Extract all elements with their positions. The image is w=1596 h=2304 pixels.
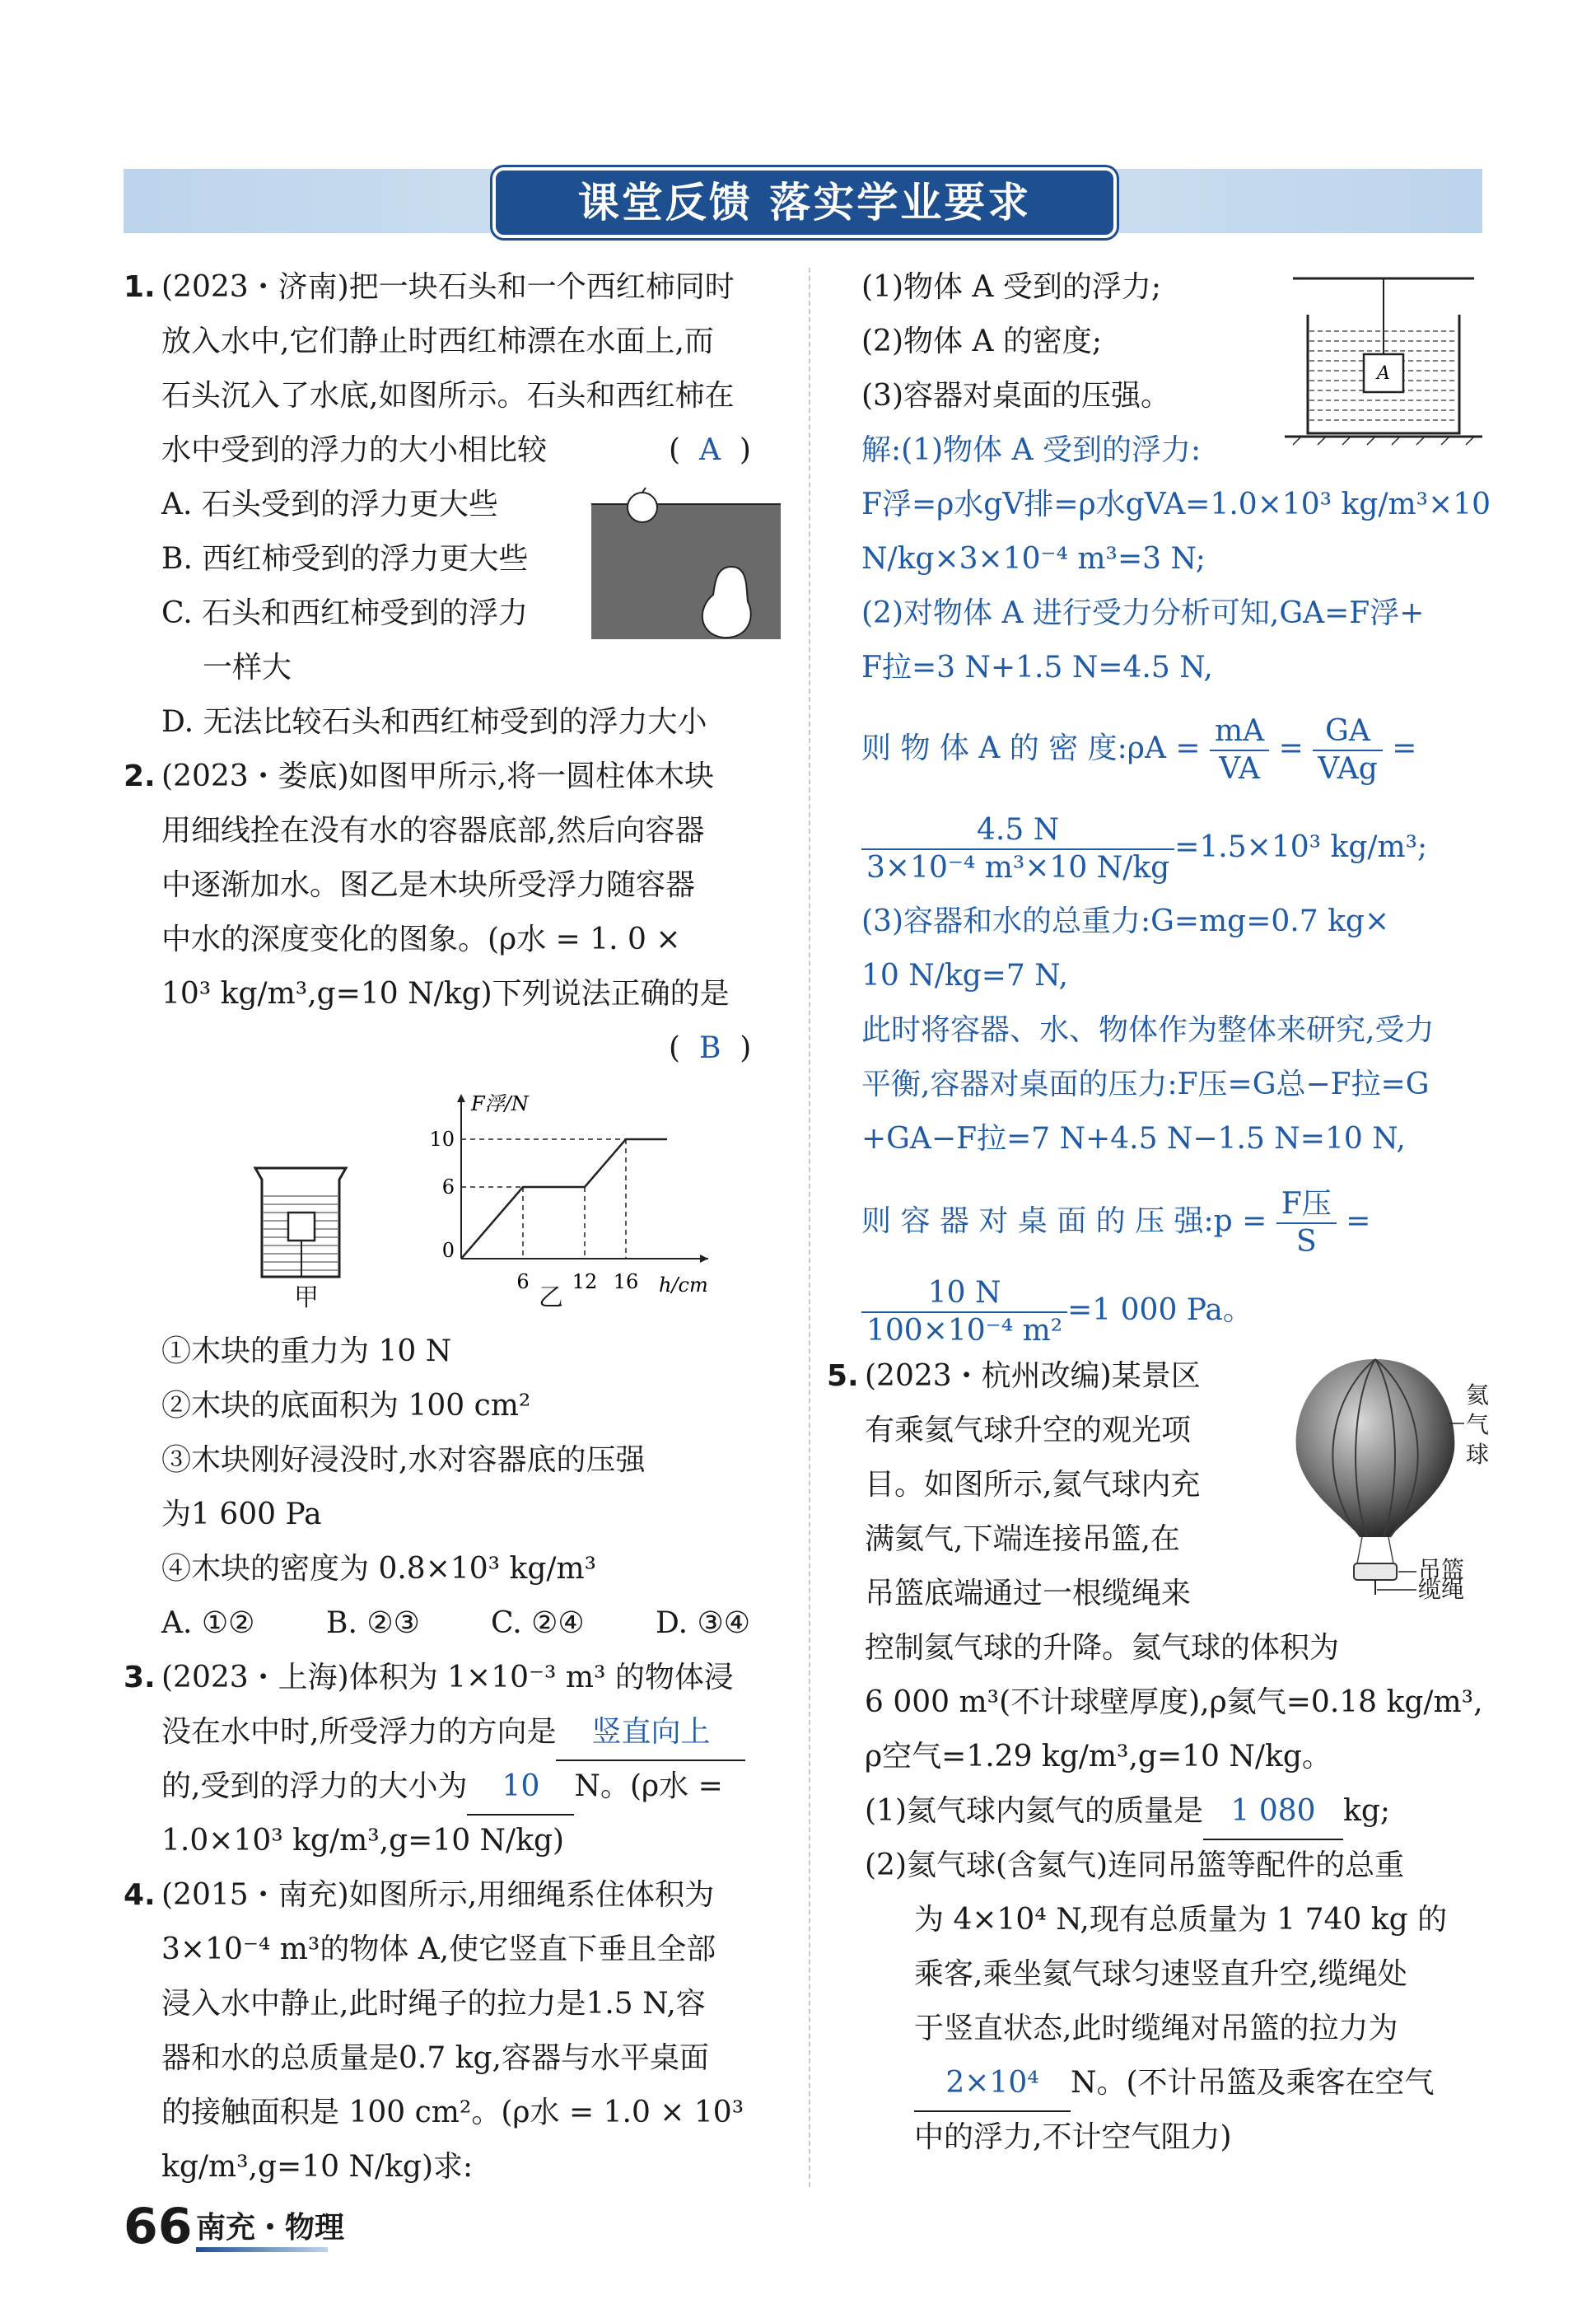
q4-solution-text: =1.5×10³ kg/m³; <box>1174 830 1428 864</box>
q5-blank-tension: 2×10⁴ <box>914 2056 1071 2112</box>
q5-part2-line: 为 4×10⁴ N,现有总质量为 1 740 kg 的 <box>914 1903 1448 1937</box>
q4-solution-line: 则 容 器 对 桌 面 的 压 强:p = $\frac{\text{F压}}{S}$ = <box>861 1187 1371 1259</box>
q2-text-line: (2023・娄底)如图甲所示,将一圆柱体木块 <box>161 759 715 793</box>
fraction-top: F压 <box>1276 1186 1337 1224</box>
fraction <box>1313 713 1383 787</box>
q3-blank-direction: 竖直向上 <box>556 1705 745 1761</box>
q4-text-line: 的接触面积是 100 cm²。(ρ水 = 1.0 × 10³ <box>161 2096 744 2129</box>
q1-option: C. 石头和西红柿受到的浮力 <box>161 596 529 630</box>
q2-choice: C. ②④ <box>491 1606 585 1640</box>
q3-text: 的,受到的浮力的大小为 <box>161 1769 468 1803</box>
q4-solution-line: 解:(1)物体 A 受到的浮力: <box>861 433 1202 467</box>
q5-part2-line: (2)氦气球(含氦气)连同吊篮等配件的总重 <box>865 1848 1405 1882</box>
basket-icon <box>1354 1563 1397 1580</box>
q4-solution-line: F拉=3 N+1.5 N=4.5 N, <box>861 651 1213 685</box>
fraction-bottom: S <box>1295 1225 1317 1259</box>
q5-text: N。(不计吊篮及乘客在空气 <box>1071 2066 1435 2100</box>
y-axis-label: F浮/N <box>471 1092 529 1115</box>
q1-text-line: 放入水中,它们静止时西红柿漂在水面上,而 <box>161 325 714 358</box>
q1-option-cont: 一样大 <box>203 651 292 685</box>
q5-number: 5. <box>827 1359 859 1393</box>
fraction-top: 4.5 N <box>861 812 1174 850</box>
q2-figure-yi-chart <box>428 1086 708 1297</box>
tomato-icon <box>628 493 657 522</box>
footer-decoration <box>196 2247 328 2252</box>
tomato-stem-icon <box>642 488 646 493</box>
q5-part2-line: 中的浮力,不计空气阻力) <box>914 2120 1232 2154</box>
q5-text: (1)氦气球内氦气的质量是 <box>865 1794 1203 1828</box>
q1-number: 1. <box>124 270 156 304</box>
q2-text-line: 用细线拴在没有水的容器底部,然后向容器 <box>161 814 705 848</box>
q5-text-line: 6 000 m³(不计球壁厚度),ρ氦气=0.18 kg/m³, <box>865 1685 1483 1719</box>
object-a-label: A <box>1377 363 1390 384</box>
q2-statement: ④木块的密度为 0.8×10³ kg/m³ <box>161 1552 597 1586</box>
q1-figure-tomato-stone <box>591 486 781 639</box>
q4-solution-line: 平衡,容器对桌面的压力:F压=G总−F拉=G <box>861 1068 1430 1101</box>
fraction-top: 10 N <box>861 1275 1067 1313</box>
y-tick-label: 6 <box>441 1175 455 1199</box>
fraction <box>1276 1186 1337 1260</box>
fraction <box>1210 713 1269 787</box>
y-axis-arrow <box>457 1094 465 1102</box>
q2-choice: D. ③④ <box>656 1606 751 1640</box>
q4-text-line: 浸入水中静止,此时绳子的拉力是1.5 N,容 <box>161 1987 706 2021</box>
basket-label: 吊篮 <box>1418 1556 1465 1583</box>
q4-text-line: 3×10⁻⁴ m³的物体 A,使它竖直下垂且全部 <box>161 1932 716 1966</box>
q2-answer: ( B ) <box>669 1031 752 1065</box>
q4-solution-text: 则 容 器 对 桌 面 的 压 强:p = <box>861 1204 1267 1238</box>
q4-solution-line: (2)对物体 A 进行受力分析可知,GA=F浮+ <box>861 596 1425 630</box>
q5-text-line: 满氦气,下端连接吊篮,在 <box>865 1522 1180 1556</box>
q2-choice: B. ②③ <box>326 1606 420 1640</box>
fraction-bottom: 3×10⁻⁴ m³×10 N/kg <box>866 851 1170 885</box>
q4-ask: (3)容器对桌面的压强。 <box>861 379 1170 413</box>
column-divider <box>809 268 810 2187</box>
q2-number: 2. <box>124 759 156 793</box>
footer-label: 南充・物理 <box>196 2211 345 2245</box>
q4-text-line: (2015・南充)如图所示,用细绳系住体积为 <box>161 1878 715 1912</box>
q2-choice: A. ①② <box>161 1606 255 1640</box>
q5-part2-line: 于竖直状态,此时缆绳对吊篮的拉力为 <box>914 2012 1398 2045</box>
q2-text-line: 10³ kg/m³,g=10 N/kg)下列说法正确的是 <box>161 977 730 1011</box>
x-tick-label: 0 <box>441 1239 455 1262</box>
q5-text-line: 吊篮底端通过一根缆绳来 <box>865 1577 1192 1610</box>
q5-text: kg; <box>1343 1794 1390 1828</box>
section-title: 课堂反馈 落实学业要求 <box>492 167 1117 238</box>
q5-text-line: 有乘氦气球升空的观光项 <box>865 1414 1192 1447</box>
q5-blank-mass: 1 080 <box>1203 1784 1343 1840</box>
q1-answer: ( A ) <box>669 433 751 467</box>
q2-answer-letter: B <box>698 1031 721 1065</box>
q4-figure-container <box>1285 272 1482 445</box>
q4-solution-line: 此时将容器、水、物体作为整体来研究,受力 <box>861 1013 1435 1047</box>
fraction <box>861 812 1174 886</box>
q1-text-line: (2023・济南)把一块石头和一个西红柿同时 <box>161 270 735 304</box>
q2-text-line: 中水的深度变化的图象。(ρ水 = 1. 0 × <box>161 923 681 956</box>
rope-label: 缆绳 <box>1418 1576 1465 1603</box>
x-tick-label: 6 <box>516 1270 530 1293</box>
q3-text-line <box>161 1760 723 1816</box>
fraction-top: mA <box>1210 713 1269 751</box>
fraction-bottom: VA <box>1219 752 1260 786</box>
x-tick-label: 16 <box>613 1270 639 1293</box>
q4-text-line: 器和水的总质量是0.7 kg,容器与水平桌面 <box>161 2041 709 2075</box>
fraction <box>861 1275 1067 1349</box>
q5-part1-line <box>865 1784 1390 1840</box>
q4-solution-line: F浮=ρ水gV排=ρ水gVA=1.0×10³ kg/m³×10 <box>861 488 1491 521</box>
q4-ask: (2)物体 A 的密度; <box>861 325 1103 358</box>
q4-solution-line <box>861 812 1427 886</box>
q2-figure-jia-beaker <box>247 1161 354 1302</box>
q1-answer-letter: A <box>698 433 721 467</box>
fraction-top: GA <box>1313 713 1383 751</box>
q5-part2-line: 乘客,乘坐氦气球匀速竖直升空,缆绳处 <box>914 1957 1407 1991</box>
q4-solution-line: 则 物 体 A 的 密 度:ρA = $\frac{mA}{VA}$ = $\frac{GA}{\text{VAg}}$ = <box>861 714 1417 786</box>
balloon-label: 氦 气 球 <box>1466 1381 1490 1468</box>
q4-number: 4. <box>124 1878 156 1912</box>
q4-solution-line: +GA−F拉=7 N+4.5 N−1.5 N=10 N, <box>861 1122 1406 1156</box>
fraction-bottom: 100×10⁻⁴ m² <box>866 1314 1063 1348</box>
q1-option: A. 石头受到的浮力更大些 <box>161 488 498 521</box>
q3-text: N。(ρ水 = <box>574 1769 723 1803</box>
basket-cables <box>1357 1537 1393 1563</box>
q4-solution-text: 则 物 体 A 的 密 度:ρA = <box>861 731 1201 765</box>
q3-number: 3. <box>124 1661 156 1694</box>
q5-text-line: 目。如图所示,氦气球内充 <box>865 1468 1201 1502</box>
fig-yi-label: 乙 <box>539 1283 563 1312</box>
page-number: 66 <box>124 2198 193 2255</box>
q4-solution-line: 10 N/kg=7 N, <box>861 959 1068 993</box>
q2-statement: ①木块的重力为 10 N <box>161 1334 452 1368</box>
q3-text-line: 1.0×10³ kg/m³,g=10 N/kg) <box>161 1824 565 1858</box>
q4-solution-text: =1 000 Pa。 <box>1067 1293 1253 1327</box>
q1-text-line: 水中受到的浮力的大小相比较 <box>161 433 548 467</box>
x-axis-label: h/cm <box>659 1274 708 1297</box>
x-axis-arrow <box>700 1255 708 1263</box>
q5-text-line: 控制氦气球的升降。氦气球的体积为 <box>865 1631 1340 1665</box>
x-tick-label: 12 <box>572 1270 598 1293</box>
q2-text-line: 中逐渐加水。图乙是木块所受浮力随容器 <box>161 868 696 902</box>
y-tick-label: 10 <box>429 1128 455 1151</box>
q3-blank-force: 10 <box>467 1760 574 1816</box>
q4-solution-line <box>861 1275 1253 1349</box>
q1-option: D. 无法比较石头和西红柿受到的浮力大小 <box>161 705 707 739</box>
fraction-bottom: VAg <box>1318 752 1378 786</box>
q5-part2-line <box>914 2056 1435 2112</box>
wood-block <box>288 1213 315 1241</box>
q5-text-line: ρ空气=1.29 kg/m³,g=10 N/kg。 <box>865 1740 1332 1774</box>
q4-text-line: kg/m³,g=10 N/kg)求: <box>161 2150 474 2184</box>
q4-solution-line: (3)容器和水的总重力:G=mg=0.7 kg× <box>861 904 1390 938</box>
q3-text-line <box>161 1705 745 1761</box>
q3-text-line: (2023・上海)体积为 1×10⁻³ m³ 的物体浸 <box>161 1661 734 1694</box>
q1-text-line: 石头沉入了水底,如图所示。石头和西红柿在 <box>161 379 735 413</box>
water-region <box>591 504 781 639</box>
fig-jia-label: 甲 <box>294 1283 319 1312</box>
balloon-envelope-icon <box>1296 1359 1455 1537</box>
q5-text-line: (2023・杭州改编)某景区 <box>865 1359 1201 1393</box>
q2-statement: 为1 600 Pa <box>161 1498 322 1531</box>
q2-statement: ②木块的底面积为 100 cm² <box>161 1389 531 1423</box>
series-line <box>461 1139 667 1259</box>
q3-text: 没在水中时,所受浮力的方向是 <box>161 1715 557 1749</box>
q2-statement: ③木块刚好浸没时,水对容器底的压强 <box>161 1443 646 1477</box>
q1-option: B. 西红柿受到的浮力更大些 <box>161 542 529 576</box>
q4-ask: (1)物体 A 受到的浮力; <box>861 270 1162 304</box>
q4-solution-line: N/kg×3×10⁻⁴ m³=3 N; <box>861 542 1206 576</box>
